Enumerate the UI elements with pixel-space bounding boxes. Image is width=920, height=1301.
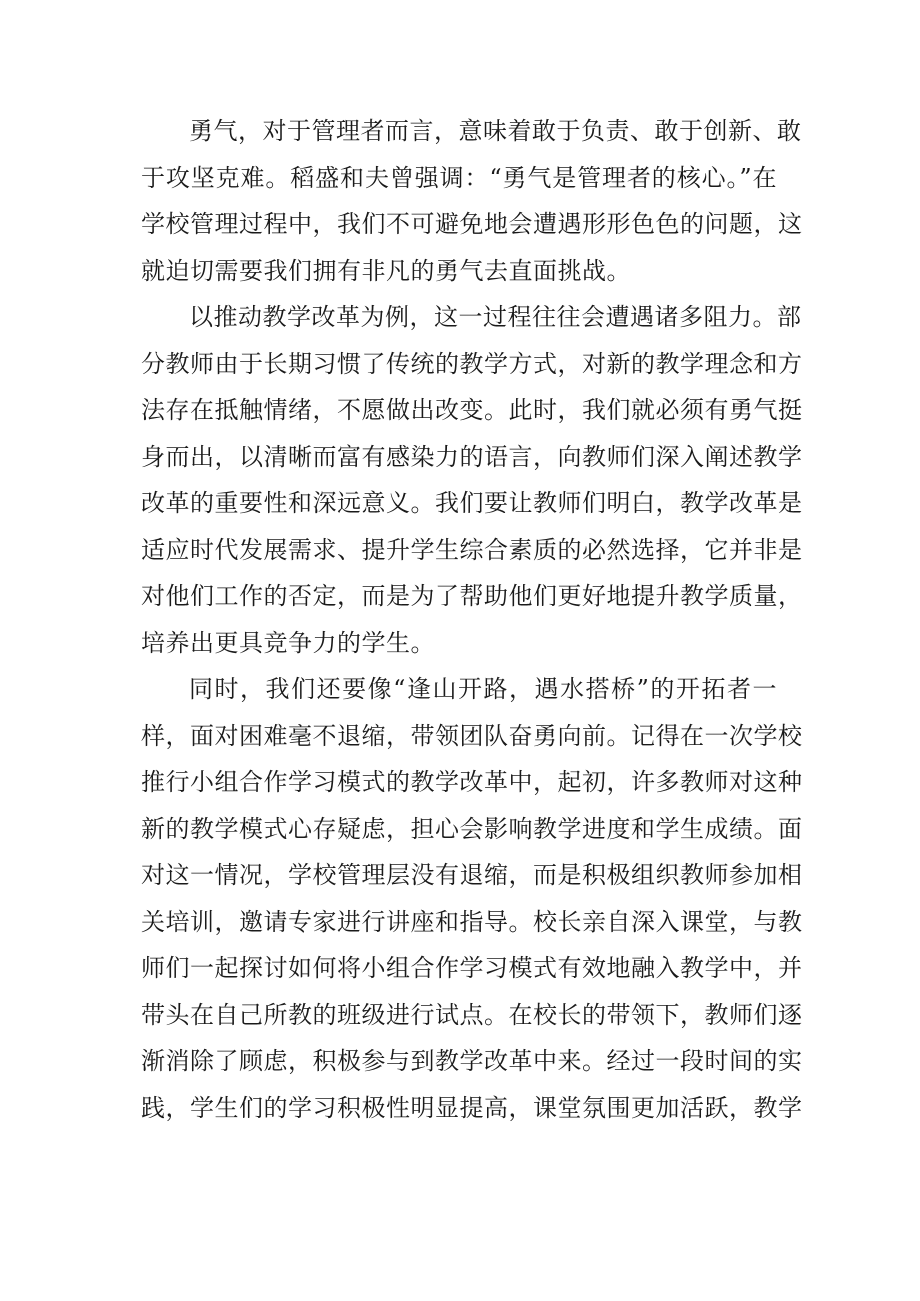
paragraph-2-line-1: 以推动教学改革为例，这一过程往往会遭遇诸多阻力。部: [189, 303, 802, 331]
paragraph-2-line-7: 对他们工作的否定，而是为了帮助他们更好地提升教学质量，: [141, 582, 803, 610]
paragraph-1-line-2: 于攻坚克难。稻盛和夫曾强调：“勇气是管理者的核心。”在: [141, 163, 777, 192]
paragraph-3-line-5: 对这一情况，学校管理层没有退缩，而是积极组织教师参加相: [141, 861, 803, 889]
paragraph-2-line-8: 培养出更具竞争力的学生。: [141, 628, 435, 657]
paragraph-3-line-7: 师们一起探讨如何将小组合作学习模式有效地融入教学中，并: [141, 954, 803, 982]
paragraph-2-line-3: 法存在抵触情绪，不愿做出改变。此时，我们就必须有勇气挺: [141, 396, 803, 424]
paragraph-3-line-8: 带头在自己所教的班级进行试点。在校长的带领下，教师们逐: [141, 1000, 803, 1029]
paragraph-1-line-1: 勇气，对于管理者而言，意味着敢于负责、敢于创新、敢: [189, 117, 802, 145]
paragraph-1-line-3: 学校管理过程中，我们不可避免地会遭遇形形色色的问题，这: [141, 210, 803, 238]
paragraph-3-line-4: 新的教学模式心存疑虑，担心会影响教学进度和学生成绩。面: [141, 814, 803, 843]
paragraph-2-line-6: 适应时代发展需求、提升学生综合素质的必然选择，它并非是: [141, 535, 803, 564]
paragraph-3-line-2: 样，面对困难毫不退缩，带领团队奋勇向前。记得在一次学校: [141, 721, 803, 750]
paragraph-3-line-3: 推行小组合作学习模式的教学改革中，起初，许多教师对这种: [141, 768, 803, 796]
paragraph-2-line-5: 改革的重要性和深远意义。我们要让教师们明白，教学改革是: [141, 489, 803, 517]
paragraph-3-line-6: 关培训，邀请专家进行讲座和指导。校长亲自深入课堂，与教: [141, 907, 803, 936]
paragraph-2-line-2: 分教师由于长期习惯了传统的教学方式，对新的教学理念和方: [141, 349, 803, 378]
paragraph-2-line-4: 身而出，以清晰而富有感染力的语言，向教师们深入阐述教学: [141, 442, 803, 471]
document-body: [141, 108, 803, 1131]
paragraph-3-line-1: 同时，我们还要像“逢山开路，遇水搭桥”的开拓者一: [189, 675, 777, 703]
paragraph-3-line-9: 渐消除了顾虑，积极参与到教学改革中来。经过一段时间的实: [141, 1047, 803, 1075]
paragraph-3-line-10: 践，学生们的学习积极性明显提高，课堂氛围更加活跃，教学: [141, 1093, 803, 1122]
paragraph-1-line-4: 就迫切需要我们拥有非凡的勇气去直面挑战。: [141, 256, 631, 285]
